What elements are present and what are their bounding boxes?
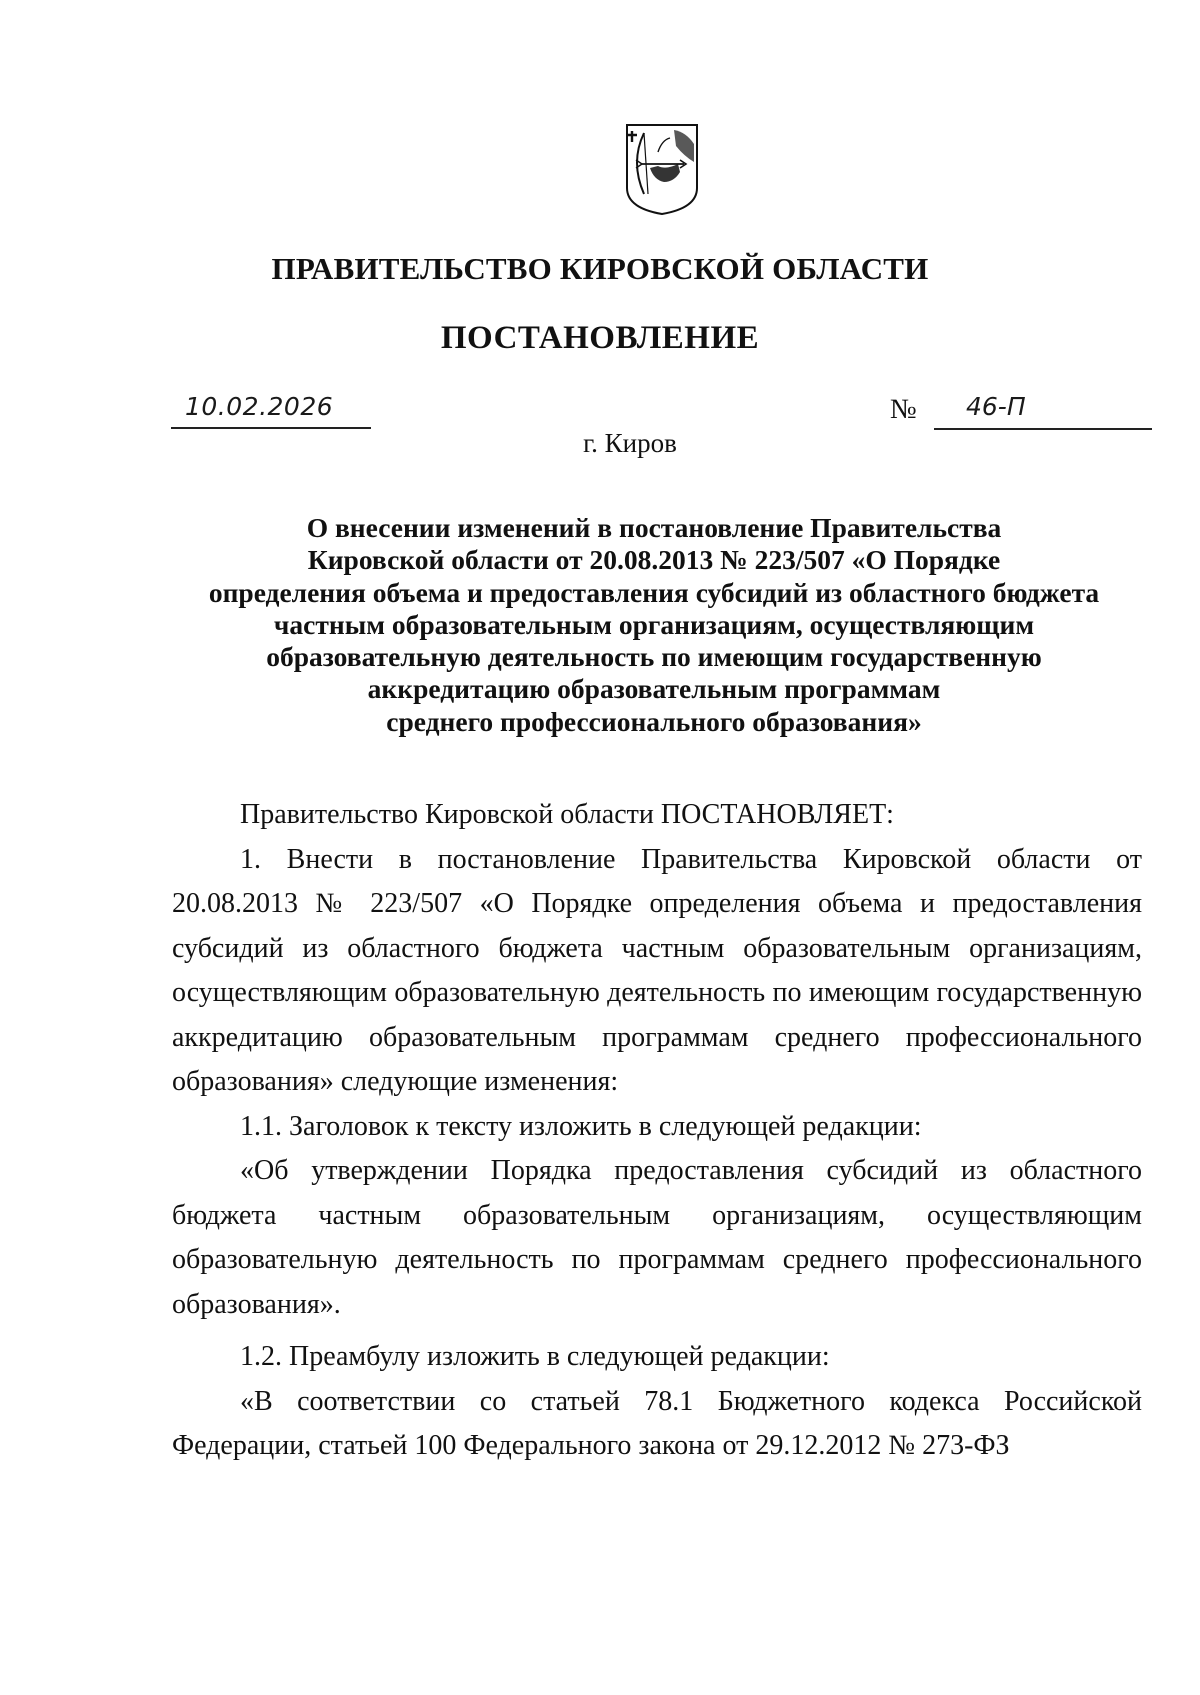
document-type-title: ПОСТАНОВЛЕНИЕ <box>440 320 760 356</box>
organization-title: ПРАВИТЕЛЬСТВО КИРОВСКОЙ ОБЛАСТИ <box>271 251 929 286</box>
document-body <box>172 793 1142 1469</box>
title-line: аккредитацию образовательным программам <box>367 673 941 705</box>
kirov-region-coat-of-arms-icon <box>624 122 700 216</box>
paragraph-1-1-text: «Об утверждении Порядка предоставления субсидий из областного бюджета частным образовательным организациям, осуществляющим образовательную деятельность по программам среднего профессионального образования». <box>172 1155 1142 1320</box>
number-sign: № <box>890 394 917 425</box>
document-title <box>170 512 1138 738</box>
document-date: 10.02.2026 <box>185 392 334 421</box>
title-line: образовательную деятельность по имеющим государственную <box>266 641 1042 673</box>
intro-paragraph: Правительство Кировской области ПОСТАНОВЛЯЕТ: <box>240 799 894 830</box>
paragraph-1-1: 1.1. Заголовок к тексту изложить в следующей редакции: <box>240 1110 922 1142</box>
document-city: г. Киров <box>583 428 677 458</box>
title-line: определения объема и предоставления субсидий из областного бюджета <box>208 576 1100 608</box>
title-line: Кировской области от 20.08.2013 № 223/507 «О Порядке <box>307 544 1001 576</box>
title-line: частным образовательным организациям, осуществляющим <box>273 608 1035 640</box>
title-line: среднего профессионального образования» <box>386 705 922 737</box>
title-line: О внесении изменений в постановление Правительства <box>306 512 1002 543</box>
paragraph-1-2-text: «В соответствии со статьей 78.1 Бюджетного кодекса Российской Федерации, статьей 100 Федерального закона от 29.12.2012 № 273-ФЗ <box>172 1385 1142 1461</box>
document-number: 46-П <box>966 392 1026 421</box>
paragraph-1: 1. Внести в постановление Правительства Кировской области от 20.08.2013 № 223/507 «О Порядке определения объема и предоставления субсидий из областного бюджета частным образовательным организациям, осуществляющим образовательную деятельность по имеющим государственную аккредитацию образовательным программам среднего профессионального образования» следующие изменения: <box>172 843 1142 1097</box>
paragraph-1-2: 1.2. Преамбулу изложить в следующей редакции: <box>240 1341 830 1372</box>
